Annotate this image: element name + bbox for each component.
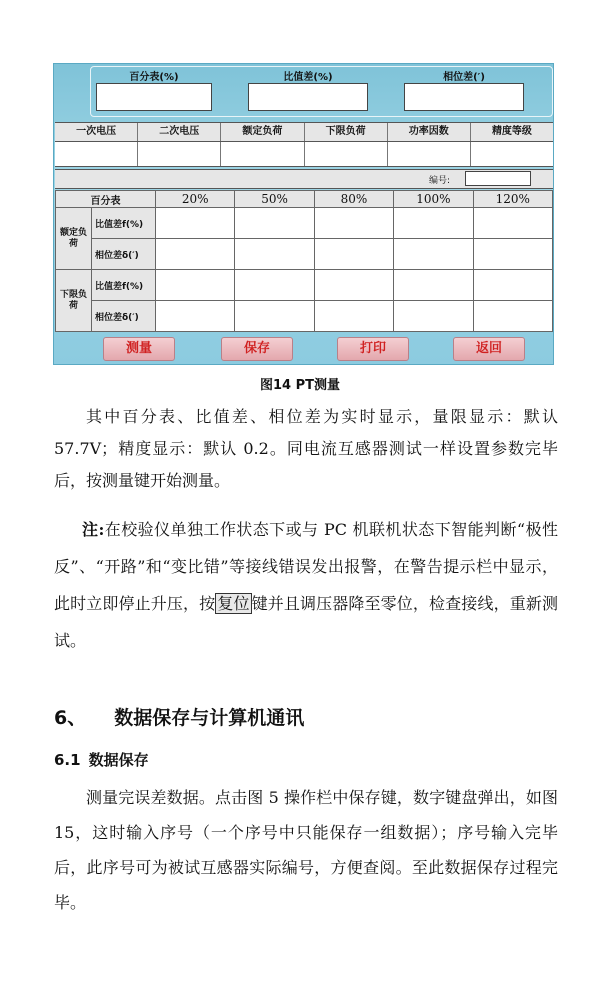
note-text-a: 在校验仪单独工作状态下或与 PC 机联机状态下智能判断“极性反”、“开路”和“变比错”等接线错误发出报警，在警告提示栏中显示，此时立即停止升压，按 (54, 520, 558, 613)
serial-input[interactable] (465, 171, 531, 186)
param-header: 额定负荷 (221, 123, 304, 141)
percent-meter-group (96, 64, 212, 116)
table-cell (314, 301, 393, 332)
reset-key: 复位 (217, 594, 250, 613)
serial-label: 编号: (429, 176, 451, 186)
table-row (56, 208, 553, 239)
percent-meter-label: 百分表(%) (129, 72, 179, 83)
param-header: 精度等级 (491, 126, 532, 137)
row-label: 相位差δ(′) (92, 301, 156, 332)
row-label: 相位差δ(′) (92, 239, 156, 270)
percent-header: 80% (314, 191, 393, 208)
subsection-number: 6.1 (54, 751, 81, 769)
section-number: 6、 (54, 707, 87, 729)
table-cell (156, 301, 235, 332)
percent-header: 120% (473, 191, 552, 208)
ratio-error-group (248, 64, 368, 116)
phase-error-display (404, 83, 524, 111)
table-cell (235, 208, 314, 239)
figure-caption: 图14 PT测量 (259, 378, 340, 393)
back-button[interactable]: 返回 (453, 337, 525, 361)
table-cell (156, 208, 235, 239)
subsection-heading (54, 749, 149, 770)
param-header: 一次电压 (55, 123, 138, 141)
percent-header-row (56, 191, 553, 208)
percent-header: 20% (156, 191, 235, 208)
percent-meter-display (96, 83, 212, 111)
param-value-cell[interactable] (471, 142, 553, 166)
percent-header: 100% (394, 191, 473, 208)
param-value-cell[interactable] (138, 142, 221, 166)
table-cell (235, 301, 314, 332)
section-title: 数据保存与计算机通讯 (114, 707, 305, 729)
print-button[interactable]: 打印 (337, 337, 409, 361)
table-cell (394, 208, 473, 239)
table-row (56, 270, 553, 301)
table-cell (314, 239, 393, 270)
table-cell (156, 270, 235, 301)
serial-row (55, 169, 553, 189)
table-corner: 百分表 (56, 191, 156, 208)
table-cell (156, 239, 235, 270)
table-cell (314, 208, 393, 239)
table-cell (235, 270, 314, 301)
table-row (56, 301, 553, 332)
param-header: 二次电压 (138, 123, 221, 141)
table-cell (235, 239, 314, 270)
param-value-cell[interactable] (55, 142, 138, 166)
action-bar (55, 334, 553, 364)
row-label: 比值差f(%) (92, 208, 156, 239)
param-value-cell[interactable] (388, 142, 471, 166)
paragraph-data-save: 测量完误差数据。点击图 5 操作栏中保存键，数字键盘弹出，如图 15，这时输入序号（一个序号中只能保存一组数据）；序号输入完毕后，此序号可为被试互感器实际编号，方便查阅。至此数据保存过程完毕。 (54, 788, 558, 912)
param-header: 功率因数 (388, 123, 471, 141)
table-cell (473, 270, 552, 301)
table-cell (394, 270, 473, 301)
param-header-row (55, 122, 553, 142)
table-cell (473, 208, 552, 239)
error-table (55, 190, 553, 332)
subsection-title: 数据保存 (88, 751, 149, 769)
param-value-cell[interactable] (221, 142, 304, 166)
group-rated-load: 额定负荷 (56, 208, 92, 270)
phase-error-group (404, 64, 524, 116)
group-lower-load: 下限负荷 (56, 270, 92, 332)
param-value-row (55, 142, 553, 167)
measure-button[interactable]: 测量 (103, 337, 175, 361)
paragraph-note (54, 511, 558, 659)
note-label: 注: (82, 520, 105, 539)
save-button[interactable]: 保存 (221, 337, 293, 361)
param-value-cell[interactable] (305, 142, 388, 166)
table-cell (394, 239, 473, 270)
row-label: 比值差f(%) (92, 270, 156, 301)
percent-header: 50% (235, 191, 314, 208)
table-cell (473, 301, 552, 332)
table-cell (314, 270, 393, 301)
section-heading (54, 703, 304, 730)
note-text-b: 键并且调压器降至零位，检查接线，重新测试。 (54, 594, 558, 650)
table-row (56, 239, 553, 270)
phase-error-label: 相位差(′) (443, 72, 485, 83)
paragraph-display-defaults: 其中百分表、比值差、相位差为实时显示，量限显示：默认57.7V；精度显示：默认 0.2。同电流互感器测试一样设置参数完毕后，按测量键开始测量。 (54, 407, 558, 490)
param-header: 下限负荷 (305, 123, 388, 141)
ratio-error-display (248, 83, 368, 111)
ratio-error-label: 比值差(%) (283, 72, 333, 83)
table-cell (394, 301, 473, 332)
pt-measurement-panel (53, 63, 554, 365)
table-cell (473, 239, 552, 270)
